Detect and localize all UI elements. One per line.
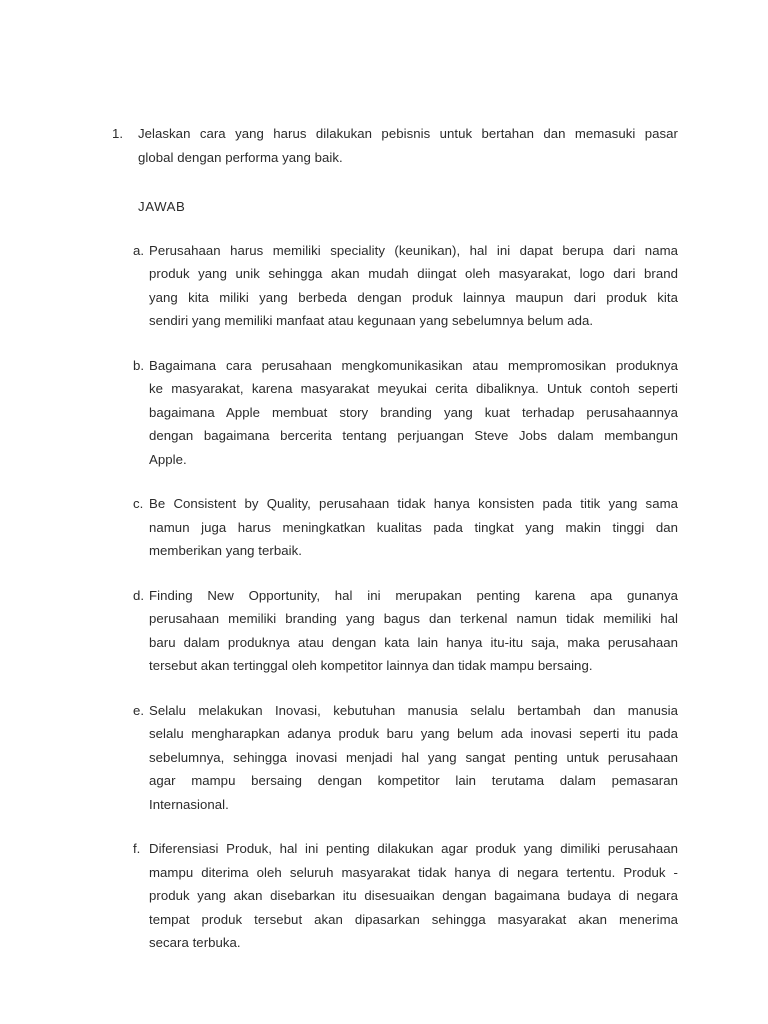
answer-letter-marker: f. <box>133 841 141 856</box>
question-line: global dengan performa yang baik. <box>138 149 343 165</box>
answer-text <box>149 837 678 955</box>
answer-line: mampu diterima oleh seluruh masyarakat tidak hanya di negara tertentu. Produk - <box>149 864 678 880</box>
answer-letter-marker: b. <box>133 357 144 373</box>
answer-line: sendiri yang memiliki manfaat atau kegunaan yang sebelumnya belum ada. <box>149 313 594 328</box>
answer-line: yang kita miliki yang berbeda dengan produk lainnya maupun dari produk kita <box>149 289 678 305</box>
answer-line: Finding New Opportunity, hal ini merupakan penting karena apa gunanya <box>149 587 678 603</box>
answer-line: Bagaimana cara perusahaan mengkomunikasikan atau mempromosikan produknya <box>149 357 678 373</box>
answer-letter-marker: a. <box>133 242 144 258</box>
answer-item <box>112 492 678 563</box>
answer-line: agar mampu bersaing dengan kompetitor lain terutama dalam pemasaran <box>149 773 678 788</box>
answer-text <box>149 699 678 817</box>
answer-letter-marker: c. <box>133 496 144 511</box>
answer-item <box>112 584 678 678</box>
answer-item <box>112 837 678 955</box>
answer-line: dengan bagaimana bercerita tentang perjuangan Steve Jobs dalam membangun <box>149 428 678 443</box>
question-number-marker: 1. <box>112 126 124 141</box>
answer-text <box>149 584 678 678</box>
answer-label: JAWAB <box>138 199 186 214</box>
answer-line: produk yang unik sehingga akan mudah diingat oleh masyarakat, logo dari brand <box>149 266 678 281</box>
answer-line: ke masyarakat, karena masyarakat meyukai cerita dibaliknya. Untuk contoh seperti <box>149 381 678 396</box>
answer-line: memberikan yang terbaik. <box>149 543 302 558</box>
question-line: Jelaskan cara yang harus dilakukan pebisnis untuk bertahan dan memasuki pasar <box>138 126 678 141</box>
answer-line: namun juga harus meningkatkan kualitas pada tingkat yang makin tinggi dan <box>149 519 678 535</box>
answer-line: tersebut akan tertinggal oleh kompetitor lainnya dan tidak mampu bersaing. <box>149 658 593 673</box>
answer-line: bagaimana Apple membuat story branding yang kuat terhadap perusahaannya <box>149 404 678 420</box>
answer-item <box>112 699 678 817</box>
answer-letter-marker: d. <box>133 587 144 603</box>
document-body <box>112 122 678 976</box>
answer-letter-marker: e. <box>133 702 144 718</box>
answer-text <box>149 239 678 333</box>
answer-line: Apple. <box>149 451 187 467</box>
answer-line: Be Consistent by Quality, perusahaan tidak hanya konsisten pada titik yang sama <box>149 496 678 511</box>
answer-line: perusahaan memiliki branding yang bagus dan terkenal namun tidak memiliki hal <box>149 611 678 626</box>
answer-text <box>149 492 678 563</box>
answer-line: selalu mengharapkan adanya produk baru yang belum ada inovasi seperti itu pada <box>149 726 678 741</box>
answer-line: Perusahaan harus memiliki speciality (keunikan), hal ini dapat berupa dari nama <box>149 242 678 258</box>
answer-text <box>149 354 678 472</box>
answer-line: Internasional. <box>149 796 229 812</box>
answer-item <box>112 354 678 472</box>
answer-item <box>112 239 678 333</box>
answer-list <box>112 239 678 955</box>
answer-line: produk yang akan disebarkan itu disesuaikan dengan bagaimana budaya di negara <box>149 888 678 903</box>
answer-line: sebelumnya, sehingga inovasi menjadi hal yang sangat penting untuk perusahaan <box>149 749 678 765</box>
answer-line: Selalu melakukan Inovasi, kebutuhan manusia selalu bertambah dan manusia <box>149 702 678 718</box>
question-text <box>138 122 678 169</box>
answer-line: Diferensiasi Produk, hal ini penting dilakukan agar produk yang dimiliki perusahaan <box>149 841 678 856</box>
answer-line: secara terbuka. <box>149 935 241 950</box>
question-item <box>112 122 678 169</box>
answer-line: tempat produk tersebut akan dipasarkan sehingga masyarakat akan menerima <box>149 911 678 927</box>
answer-line: baru dalam produknya atau dengan kata lain hanya itu-itu saja, maka perusahaan <box>149 634 678 650</box>
